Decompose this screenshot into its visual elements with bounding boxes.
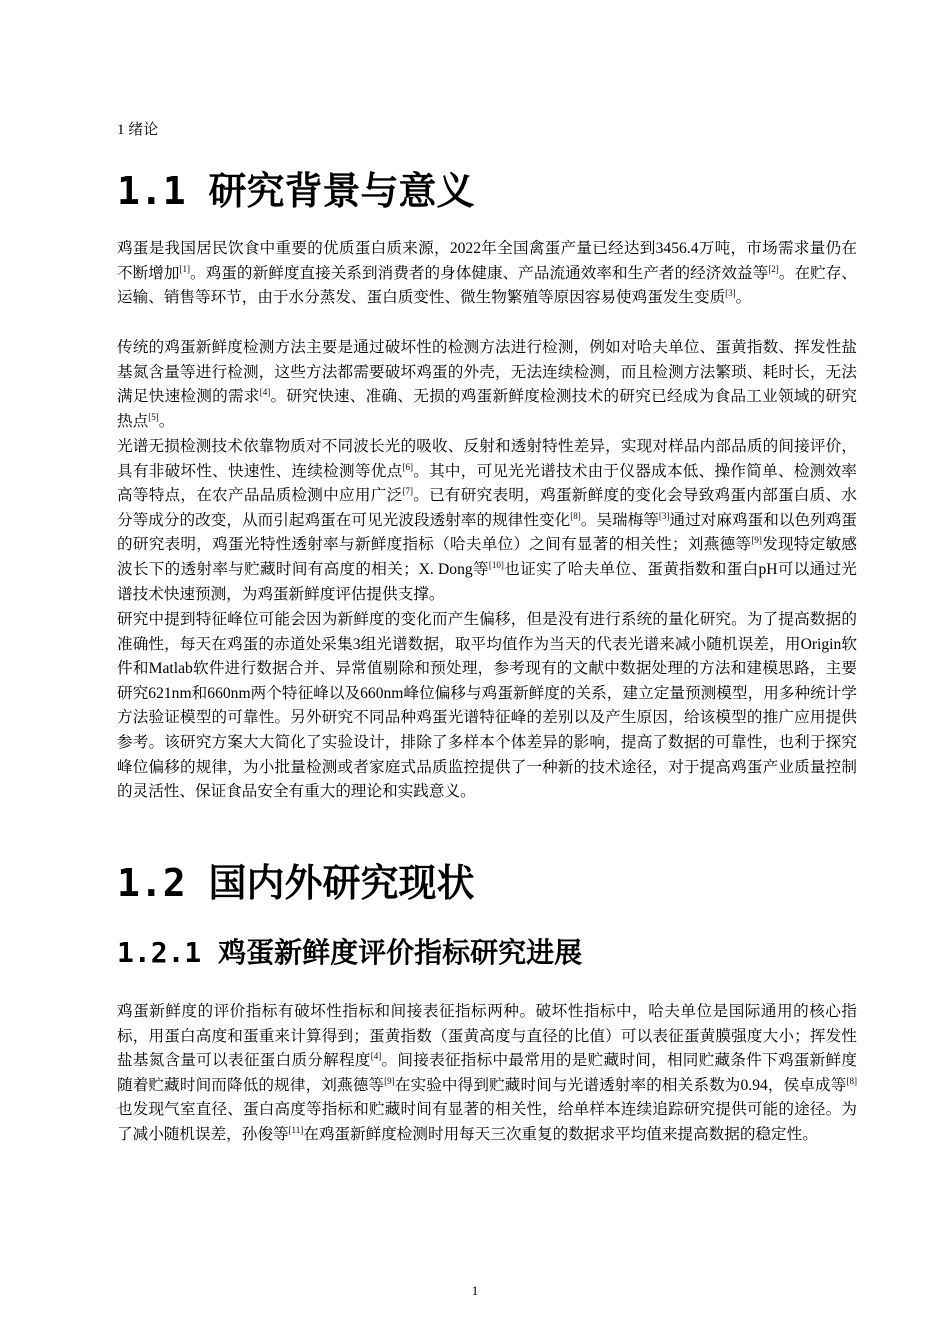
- citation: [10]: [488, 559, 504, 570]
- paragraph-1-1-p2: 传统的鸡蛋新鲜度检测方法主要是通过破坏性的检测方法进行检测，例如对哈夫单位、蛋黄指数、挥发性盐基氮含量等进行检测，这些方法都需要破坏鸡蛋的外壳，无法连续检测，而且检测方法繁琐、耗时长，无法满足快速检测的需求[4]。研究快速、准确、无损的鸡蛋新鲜度检测技术的研究已经成为食品工业领域的研究热点[5]。: [117, 339, 857, 430]
- citation: [1]: [179, 263, 191, 274]
- citation: [4]: [370, 1051, 382, 1061]
- citation: [8]: [570, 510, 581, 521]
- section-1-2-heading: 1.2 国内外研究现状: [117, 861, 475, 905]
- citation: [11]: [288, 1124, 304, 1135]
- section-1-2-1-heading: 1.2.1 鸡蛋新鲜度评价指标研究进展: [117, 936, 583, 969]
- citation: [9]: [384, 1075, 395, 1086]
- citation: [2]: [768, 263, 779, 274]
- citation: [3]: [725, 288, 736, 298]
- paragraph-1-1-p4: 研究中提到特征峰位可能会因为新鲜度的变化而产生偏移，但是没有进行系统的量化研究。为了提高数据的准确性，每天在鸡蛋的赤道处采集3组光谱数据，取平均值作为当天的代表光谱来减小随机误差，用Origin软件和Matlab软件进行数据合并、异常值剔除和预处理，参考现有的文献中数据处理的方法和建模思路，主要研究621nm和660nm两个特征峰以及660nm峰位偏移与鸡蛋新鲜度的关系，建立定量预测模型，用多种统计学方法验证模型的可靠性。另外研究不同品种鸡蛋光谱特征峰的差别以及产生原因，给该模型的推广应用提供参考。该研究方案大大简化了实验设计，排除了多样本个体差异的影响，提高了数据的可靠性，也利于探究峰位偏移的规律，为小批量检测或者家庭式品质监控提供了一种新的技术途径，对于提高鸡蛋产业质量控制的灵活性、保证食品安全有重大的理论和实践意义。: [117, 611, 857, 801]
- citation: [9]: [751, 535, 762, 546]
- chapter-label: 1 绪论: [117, 122, 159, 138]
- citation: [7]: [402, 486, 413, 496]
- citation: [3]: [658, 510, 670, 521]
- paragraph-1-1-p3: 光谱无损检测技术依靠物质对不同波长光的吸收、反射和透射特性差异，实现对样品内部品质的间接评价，具有非破坏性、快速性、连续检测等优点[6]。其中，可见光光谱技术由于仪器成本低、操作简单、检测效率高等特点，在农产品品质检测中应用广泛[7]。已有研究表明，鸡蛋新鲜度的变化会导致鸡蛋内部蛋白质、水分等成分的改变，从而引起鸡蛋在可见光波段透射率的规律性变化[8]。吴瑞梅等[3]通过对麻鸡蛋和以色列鸡蛋的研究表明，鸡蛋光特性透射率与新鲜度指标（哈夫单位）之间有显著的相关性；刘燕德等[9]发现特定敏感波长下的透射率与贮藏时间有高度的相关；X. Dong等[10]也证实了哈夫单位、蛋黄指数和蛋白pH可以通过光谱技术快速预测，为鸡蛋新鲜度评估提供支撑。: [117, 438, 857, 603]
- page-number: 1: [471, 1283, 479, 1298]
- paragraph-1-1-p1: 鸡蛋是我国居民饮食中重要的优质蛋白质来源，2022年全国禽蛋产量已经达到3456.4万吨，市场需求量仍在不断增加[1]。鸡蛋的新鲜度直接关系到消费者的身体健康、产品流通效率和生产者的经济效益等[2]。在贮存、运输、销售等环节，由于水分蒸发、蛋白质变性、微生物繁殖等原因容易使鸡蛋发生变质[3]。: [117, 240, 857, 307]
- citation: [4]: [259, 387, 271, 397]
- citation: [8]: [846, 1075, 857, 1086]
- section-1-1-heading: 1.1 研究背景与意义: [117, 169, 475, 213]
- paragraph-1-2-1-p1: 鸡蛋新鲜度的评价指标有破坏性指标和间接表征指标两种。破坏性指标中，哈夫单位是国际通用的核心指标，用蛋白高度和蛋重来计算得到；蛋黄指数（蛋黄高度与直径的比值）可以表征蛋黄膜强度大小；挥发性盐基氮含量可以表征蛋白质分解程度[4]。间接表征指标中最常用的是贮藏时间，相同贮藏条件下鸡蛋新鲜度随着贮藏时间而降低的规律，刘燕德等[9]在实验中得到贮藏时间与光谱透射率的相关系数为0.94，侯卓成等[8]也发现气室直径、蛋白高度等指标和贮藏时间有显著的相关性，给单样本连续追踪研究提供可能的途径。为了减小随机误差，孙俊等[11]在鸡蛋新鲜度检测时用每天三次重复的数据求平均值来提高数据的稳定性。: [117, 1003, 857, 1143]
- citation: [6]: [402, 461, 413, 472]
- citation: [5]: [148, 411, 159, 422]
